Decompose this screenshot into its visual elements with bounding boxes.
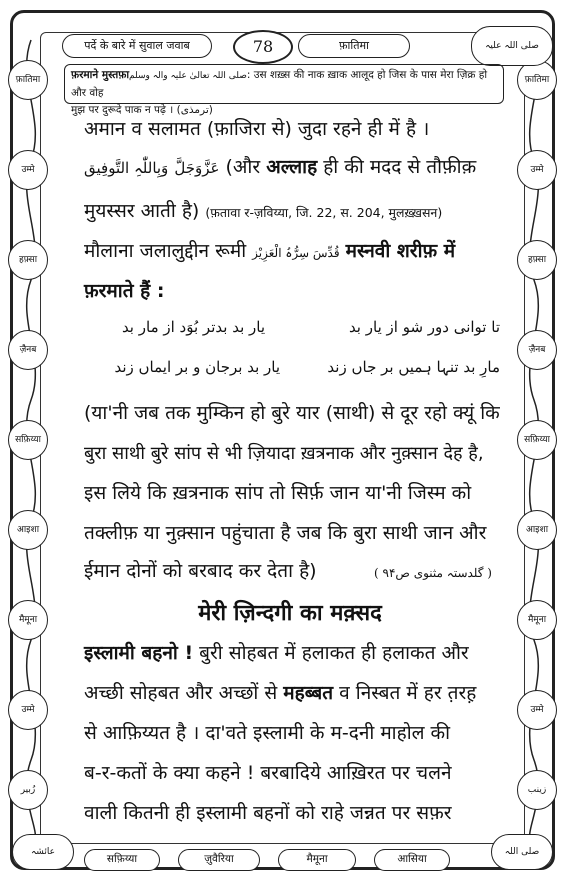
side-cartouche: उम्मे — [517, 150, 557, 190]
text-line: ब-र-कतों के क्या कहने ! बरबादिये आख़िरत पर चलने — [84, 762, 452, 784]
poem-verse: یار بد بدتر بُوَد از مار بد — [121, 318, 265, 336]
poem-verse: مارِ بد تنہا ہمیں بر جاں زند — [327, 358, 500, 376]
side-cartouche: زُبیر — [8, 770, 48, 810]
poem-verse: یار بد برجان و بر ایماں زند — [114, 358, 280, 376]
side-cartouche: हफ़्सा — [517, 240, 557, 280]
footer-name-box: मैमूना — [278, 849, 356, 871]
bold-term: मस्नवी शरीफ़ में — [345, 240, 456, 262]
text-span: अच्छी सोहबत और अच्छों से — [84, 682, 278, 704]
text-line — [84, 676, 524, 711]
side-cartouche: सफ़िय्या — [8, 420, 48, 460]
poem-verse: تا توانی دور شو از یار بد — [348, 318, 500, 336]
text-span: मुयस्सर आती है) — [84, 200, 200, 222]
text-line: अमान व सलामत (फ़ाजिरा से) जुदा रहने ही में है । — [84, 118, 430, 140]
text-line — [84, 234, 524, 271]
side-cartouche: मैमूना — [517, 600, 557, 640]
text-line: वाली कितनी ही इस्लामी बहनों को राहे जन्नत पर सफ़र — [84, 802, 452, 824]
section-heading: मेरी ज़िन्दगी का मक़्सद — [198, 601, 382, 626]
side-cartouche: उम्मे — [8, 690, 48, 730]
text-line — [84, 150, 524, 186]
corner-calligraphy-top-right: صلی اللہ علیہ — [471, 26, 553, 66]
side-cartouche: सफ़िय्या — [517, 420, 557, 460]
side-cartouche: हफ़्सा — [8, 240, 48, 280]
text-span: व निस्बत में हर त़रह़ — [339, 682, 477, 704]
text-span: मौलाना जलालुद्दीन रूमी — [84, 240, 247, 262]
bold-term: इस्लामी बहनो ! — [84, 642, 194, 664]
side-cartouche: फ़ातिमा — [8, 60, 48, 100]
side-cartouche: फ़ातिमा — [517, 60, 557, 100]
footer-name-box: ज़ुवैरिया — [178, 849, 260, 871]
arabic-phrase: عَزَّوَجَلَّ — [174, 159, 220, 177]
text-line — [84, 636, 524, 671]
corner-calligraphy-bottom-left: عائشہ — [12, 834, 74, 870]
hadith-salutation: صلی اللہ تعالیٰ علیہ والہ وسلم — [129, 71, 247, 81]
corner-calligraphy-bottom-right: صلی اللہ — [491, 834, 553, 870]
text-span: बुरी सोहबत में हलाकत ही हलाकत और — [199, 642, 469, 664]
text-line: इस लिये कि ख़त्रनाक सांप तो सिर्फ़ जान या'नी जिस्म को — [84, 482, 472, 504]
side-cartouche: ज़ैनब — [517, 330, 557, 370]
footer-name-box: सफ़िय्या — [84, 849, 160, 871]
text-line: से आफ़िय्यत है । दा'वते इस्लामी के म-दनी माहोल की — [84, 722, 451, 744]
hadith-text: : उस शख़्स की नाक ख़ाक आलूद हो जिस के पास मेरा ज़िक्र हो और वोह — [71, 69, 488, 99]
citation: ( گلدستہ مثنوی ص۹۴ ) — [374, 566, 492, 580]
text-line — [84, 554, 524, 589]
hadith-box — [64, 64, 504, 116]
hadith-label: फ़रमाने मुस्तफ़ा — [71, 69, 130, 81]
page-number: 78 — [233, 30, 293, 64]
side-cartouche: आइशा — [517, 510, 557, 550]
footer-name-box: आसिया — [374, 849, 450, 871]
header-name-box: फ़ातिमा — [298, 34, 410, 58]
side-cartouche: زینب — [517, 770, 557, 810]
text-line: बुरा साथी बुरे सांप से भी ज़ियादा ख़त्रनाक और नुक़्सान देह है, — [84, 443, 484, 464]
text-line: फ़रमाते हैं : — [84, 280, 165, 302]
book-title-header: पर्दे के बारे में सुवाल जवाब — [62, 34, 212, 58]
bold-term: महब्बत — [283, 682, 334, 704]
text-span: ही की मदद से तौफ़ीक़ — [323, 156, 477, 178]
text-line: (या'नी जब तक मुम्किन हो बुरे यार (साथी) से दूर रहो क्यूं कि — [84, 402, 500, 424]
side-cartouche: आइशा — [8, 510, 48, 550]
side-cartouche: उम्मे — [517, 690, 557, 730]
text-line — [84, 194, 524, 230]
bold-term: अल्लाह — [266, 156, 318, 178]
arabic-phrase: وَبِاللّٰہِ التَّوفِیق — [84, 159, 169, 177]
side-cartouche: मैमूना — [8, 600, 48, 640]
text-span: (और — [225, 156, 261, 178]
text-span: ईमान दोनों को बरबाद कर देता है) — [84, 560, 317, 582]
hadith-text-2: मुझ पर दुरूदे पाक न पढ़े । (ترمذی) — [71, 104, 213, 116]
text-line: तक्लीफ़ या नुक़्सान पहुंचाता है जब कि बुरा साथी जान और — [84, 522, 487, 544]
side-cartouche: ज़ैनब — [8, 330, 48, 370]
arabic-phrase: قُدِّسَ سِرُّہُ الْعَزِیْز — [252, 246, 340, 260]
side-cartouche: उम्मे — [8, 150, 48, 190]
citation: (फ़तावा र-ज़विय्या, जि. 22, स. 204, मुलख़्ख़सन) — [205, 205, 443, 220]
